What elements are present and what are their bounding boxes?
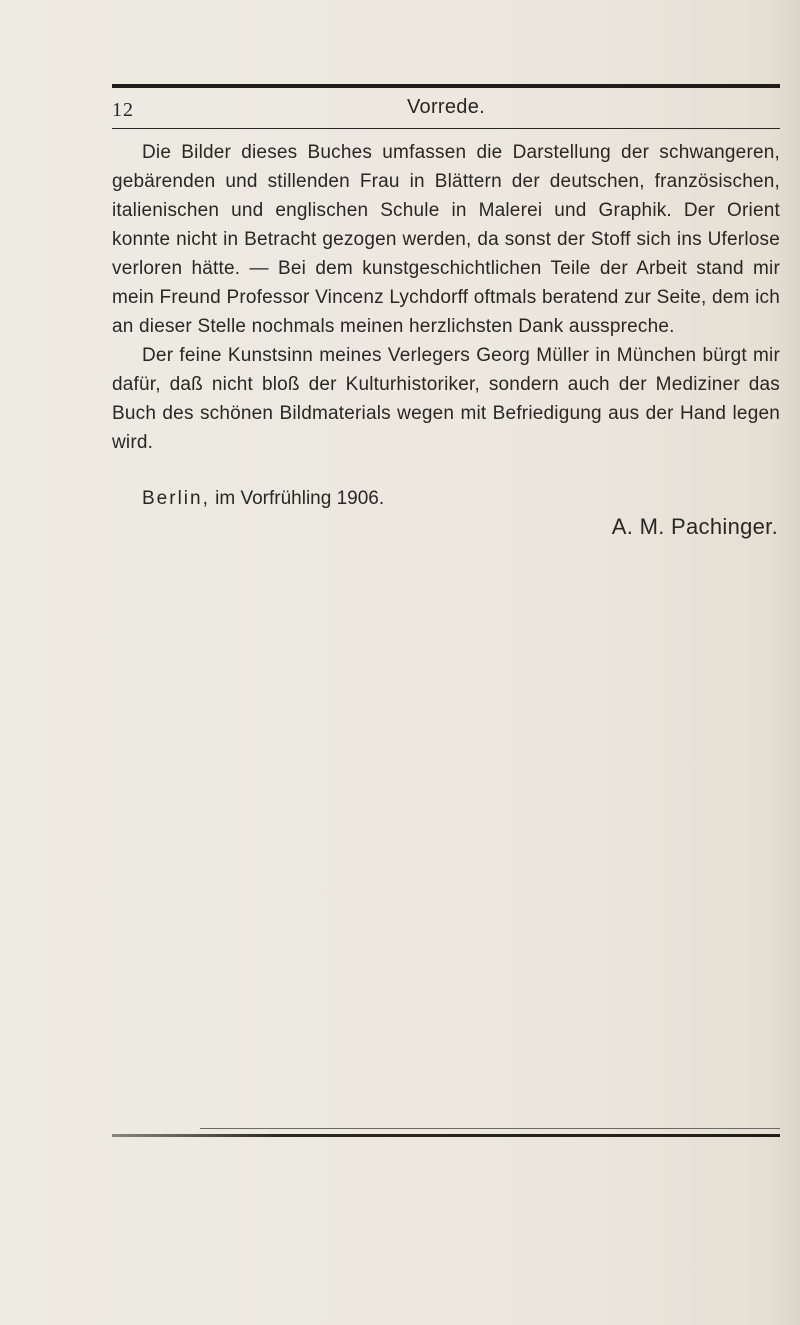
bottom-rule [112, 1134, 780, 1137]
signature: A. M. Pachinger. [611, 514, 778, 539]
page-number: 12 [112, 99, 134, 121]
top-rule [112, 84, 780, 88]
paragraph-1: Die Bilder dieses Buches umfassen die Darstellung der schwangeren, gebärenden und stillenden Frau in Blättern der deutschen, französischen, italienischen und englischen Schule in Malerei und Graphik. Der Orient konnte nicht in Betracht gezogen werden, da sonst der Stoff sich ins Uferlose verloren hätte. — Bei dem kunstgeschichtlichen Teile der Arbeit stand mir mein Freund Professor Vincenz Lychdorff oftmals beratend zur Seite, dem ich an dieser Stelle nochmals meinen herzlichsten Dank ausspreche. [112, 142, 780, 337]
place-and-date [142, 484, 384, 513]
page-header [112, 96, 780, 128]
header-rule [112, 128, 780, 129]
bottom-rule-thin [200, 1128, 780, 1129]
paragraph-2: Der feine Kunstsinn meines Verlegers Georg Müller in München bürgt mir dafür, daß nicht bloß der Kulturhistoriker, sondern auch der Mediziner das Buch des schönen Bildmaterials wegen mit Befriedigung aus der Hand legen wird. [112, 345, 780, 453]
place: Berlin, [142, 488, 210, 509]
preface-text [112, 138, 780, 457]
date: im Vorfrühling 1906. [215, 488, 385, 509]
running-head: Vorrede. [406, 96, 485, 118]
